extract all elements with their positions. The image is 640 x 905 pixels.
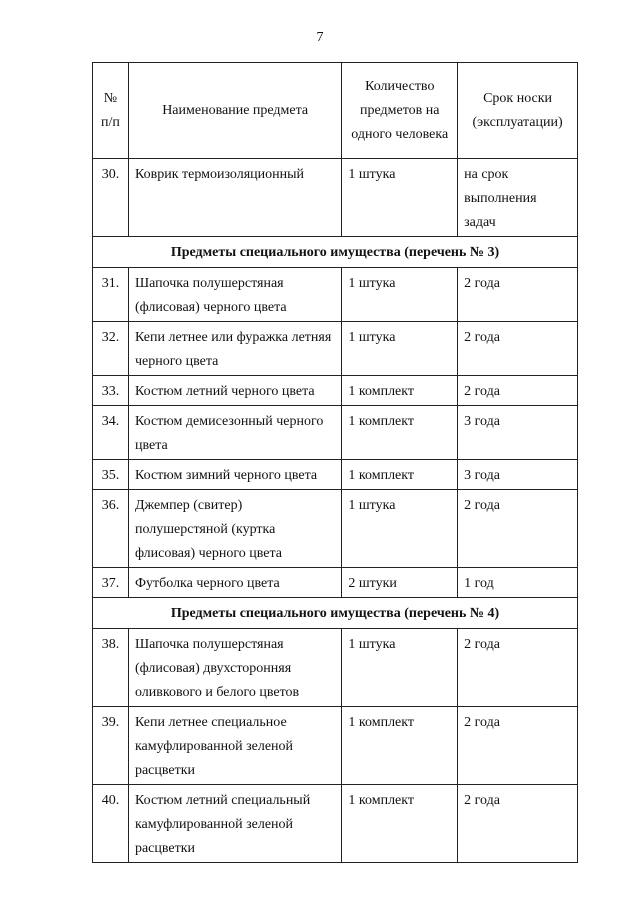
cell-qty: 1 штука xyxy=(342,268,458,322)
cell-qty: 1 штука xyxy=(342,322,458,376)
cell-num: 39. xyxy=(93,707,129,785)
cell-name: Кепи летнее специальное камуфлированной зеленой расцветки xyxy=(128,707,341,785)
cell-name: Шапочка полушерстяная (флисовая) двухсторонняя оливкового и белого цветов xyxy=(128,629,341,707)
cell-name: Кепи летнее или фуражка летняя черного цвета xyxy=(128,322,341,376)
cell-name: Костюм зимний черного цвета xyxy=(128,460,341,490)
table-row xyxy=(93,568,578,598)
cell-qty: 1 штука xyxy=(342,629,458,707)
cell-term: 2 года xyxy=(458,322,578,376)
table-row xyxy=(93,629,578,707)
table-row xyxy=(93,785,578,863)
table-row xyxy=(93,376,578,406)
table-header-row xyxy=(93,63,578,159)
header-num: № п/п xyxy=(93,63,129,159)
table-body-c xyxy=(93,629,578,863)
cell-term: 3 года xyxy=(458,406,578,460)
cell-qty: 1 комплект xyxy=(342,785,458,863)
cell-num: 30. xyxy=(93,159,129,237)
cell-num: 36. xyxy=(93,490,129,568)
cell-term: 2 года xyxy=(458,707,578,785)
cell-qty: 1 штука xyxy=(342,159,458,237)
items-table xyxy=(92,62,578,863)
table-row xyxy=(93,707,578,785)
section-row xyxy=(93,237,578,268)
table-row xyxy=(93,159,578,237)
table-row xyxy=(93,268,578,322)
table-row xyxy=(93,460,578,490)
cell-qty: 1 комплект xyxy=(342,460,458,490)
cell-name: Костюм летний специальный камуфлированной зеленой расцветки xyxy=(128,785,341,863)
header-name: Наименование предмета xyxy=(128,63,341,159)
cell-name: Костюм летний черного цвета xyxy=(128,376,341,406)
section-heading-3: Предметы специального имущества (перечень № 3) xyxy=(93,237,578,268)
table-row xyxy=(93,490,578,568)
cell-term: на срок выполнения задач xyxy=(458,159,578,237)
cell-name: Джемпер (свитер) полушерстяной (куртка флисовая) черного цвета xyxy=(128,490,341,568)
header-term: Срок носки (эксплуатации) xyxy=(458,63,578,159)
table-body-b xyxy=(93,268,578,598)
cell-qty: 1 штука xyxy=(342,490,458,568)
cell-term: 2 года xyxy=(458,268,578,322)
cell-num: 35. xyxy=(93,460,129,490)
cell-qty: 2 штуки xyxy=(342,568,458,598)
table-row xyxy=(93,406,578,460)
cell-term: 2 года xyxy=(458,785,578,863)
table-body-a xyxy=(93,159,578,237)
table-row xyxy=(93,322,578,376)
page-number: 7 xyxy=(316,30,324,45)
cell-qty: 1 комплект xyxy=(342,707,458,785)
cell-term: 2 года xyxy=(458,629,578,707)
cell-name: Костюм демисезонный черного цвета xyxy=(128,406,341,460)
cell-name: Коврик термоизоляционный xyxy=(128,159,341,237)
cell-num: 37. xyxy=(93,568,129,598)
header-qty: Количество предметов на одного человека xyxy=(342,63,458,159)
section-heading-4: Предметы специального имущества (перечень № 4) xyxy=(93,598,578,629)
cell-num: 40. xyxy=(93,785,129,863)
cell-num: 32. xyxy=(93,322,129,376)
cell-term: 2 года xyxy=(458,490,578,568)
cell-num: 33. xyxy=(93,376,129,406)
cell-num: 34. xyxy=(93,406,129,460)
cell-name: Шапочка полушерстяная (флисовая) черного цвета xyxy=(128,268,341,322)
cell-term: 1 год xyxy=(458,568,578,598)
section-row xyxy=(93,598,578,629)
cell-qty: 1 комплект xyxy=(342,406,458,460)
cell-term: 3 года xyxy=(458,460,578,490)
cell-num: 38. xyxy=(93,629,129,707)
cell-num: 31. xyxy=(93,268,129,322)
cell-name: Футболка черного цвета xyxy=(128,568,341,598)
cell-qty: 1 комплект xyxy=(342,376,458,406)
cell-term: 2 года xyxy=(458,376,578,406)
